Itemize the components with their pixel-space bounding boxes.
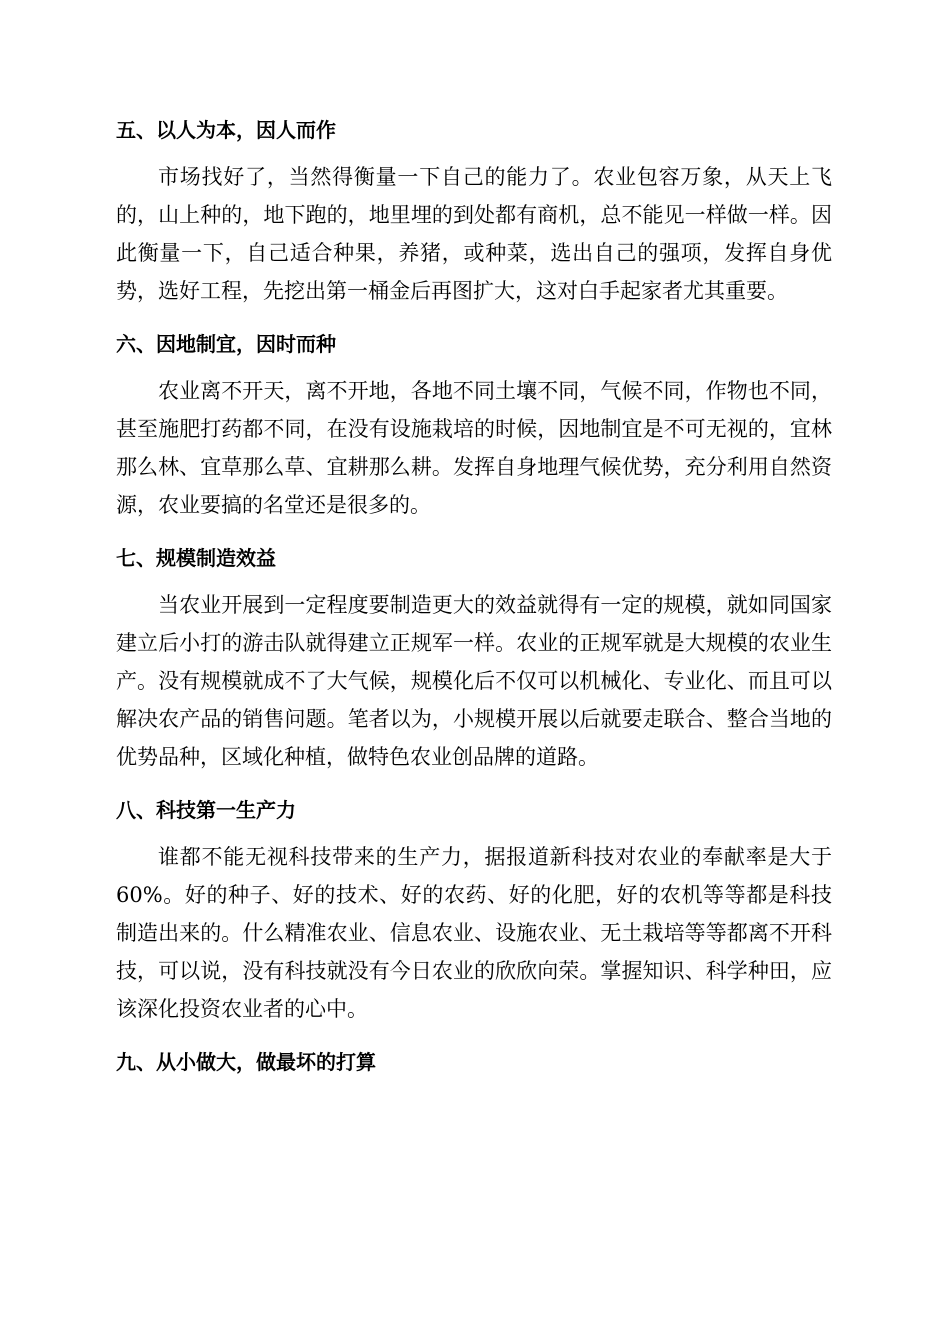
section-heading: 六、因地制宜，因时而种 — [116, 332, 336, 356]
section-paragraph: 当农业开展到一定程度要制造更大的效益就得有一定的规模，就如同国家建立后小打的游击队就得建立正规军一样。农业的正规军就是大规模的农业生产。没有规模就成不了大气候，规模化后不仅可以机械化、专业化、而且可以解决农产品的销售问题。笔者以为，小规模开展以后就要走联合、整合当地的优势品种，区域化种植，做特色农业创品牌的道路。 — [116, 593, 832, 769]
section-paragraph: 市场找好了，当然得衡量一下自己的能力了。农业包容万象，从天上飞的，山上种的，地下跑的，地里埋的到处都有商机，总不能见一样做一样。因此衡量一下，自己适合种果，养猪，或种菜，选出自己的强项，发挥自身优势，选好工程，先挖出第一桶金后再图扩大，这对白手起家者尤其重要。 — [116, 165, 832, 303]
section-5 — [116, 112, 832, 310]
section-paragraph: 谁都不能无视科技带来的生产力，据报道新科技对农业的奉献率是大于60%。好的种子、好的技术、好的农药、好的化肥，好的农机等等都是科技制造出来的。什么精准农业、信息农业、设施农业、无土栽培等等都离不开科技，可以说，没有科技就没有今日农业的欣欣向荣。掌握知识、科学种田，应该深化投资农业者的心中。 — [116, 845, 832, 1021]
section-7 — [116, 540, 832, 776]
section-heading: 九、从小做大，做最坏的打算 — [116, 1050, 376, 1074]
section-paragraph: 农业离不开天，离不开地，各地不同土壤不同，气候不同，作物也不同，甚至施肥打药都不同，在没有设施栽培的时候，因地制宜是不可无视的，宜林那么林、宜草那么草、宜耕那么耕。发挥自身地理气候优势，充分利用自然资源，农业要搞的名堂还是很多的。 — [116, 379, 832, 517]
section-6 — [116, 326, 832, 524]
section-8 — [116, 792, 832, 1028]
document-content — [116, 112, 832, 1090]
section-heading: 七、规模制造效益 — [116, 546, 276, 570]
section-9 — [116, 1044, 832, 1080]
section-heading: 五、以人为本，因人而作 — [116, 118, 336, 142]
section-heading: 八、科技第一生产力 — [116, 798, 296, 822]
